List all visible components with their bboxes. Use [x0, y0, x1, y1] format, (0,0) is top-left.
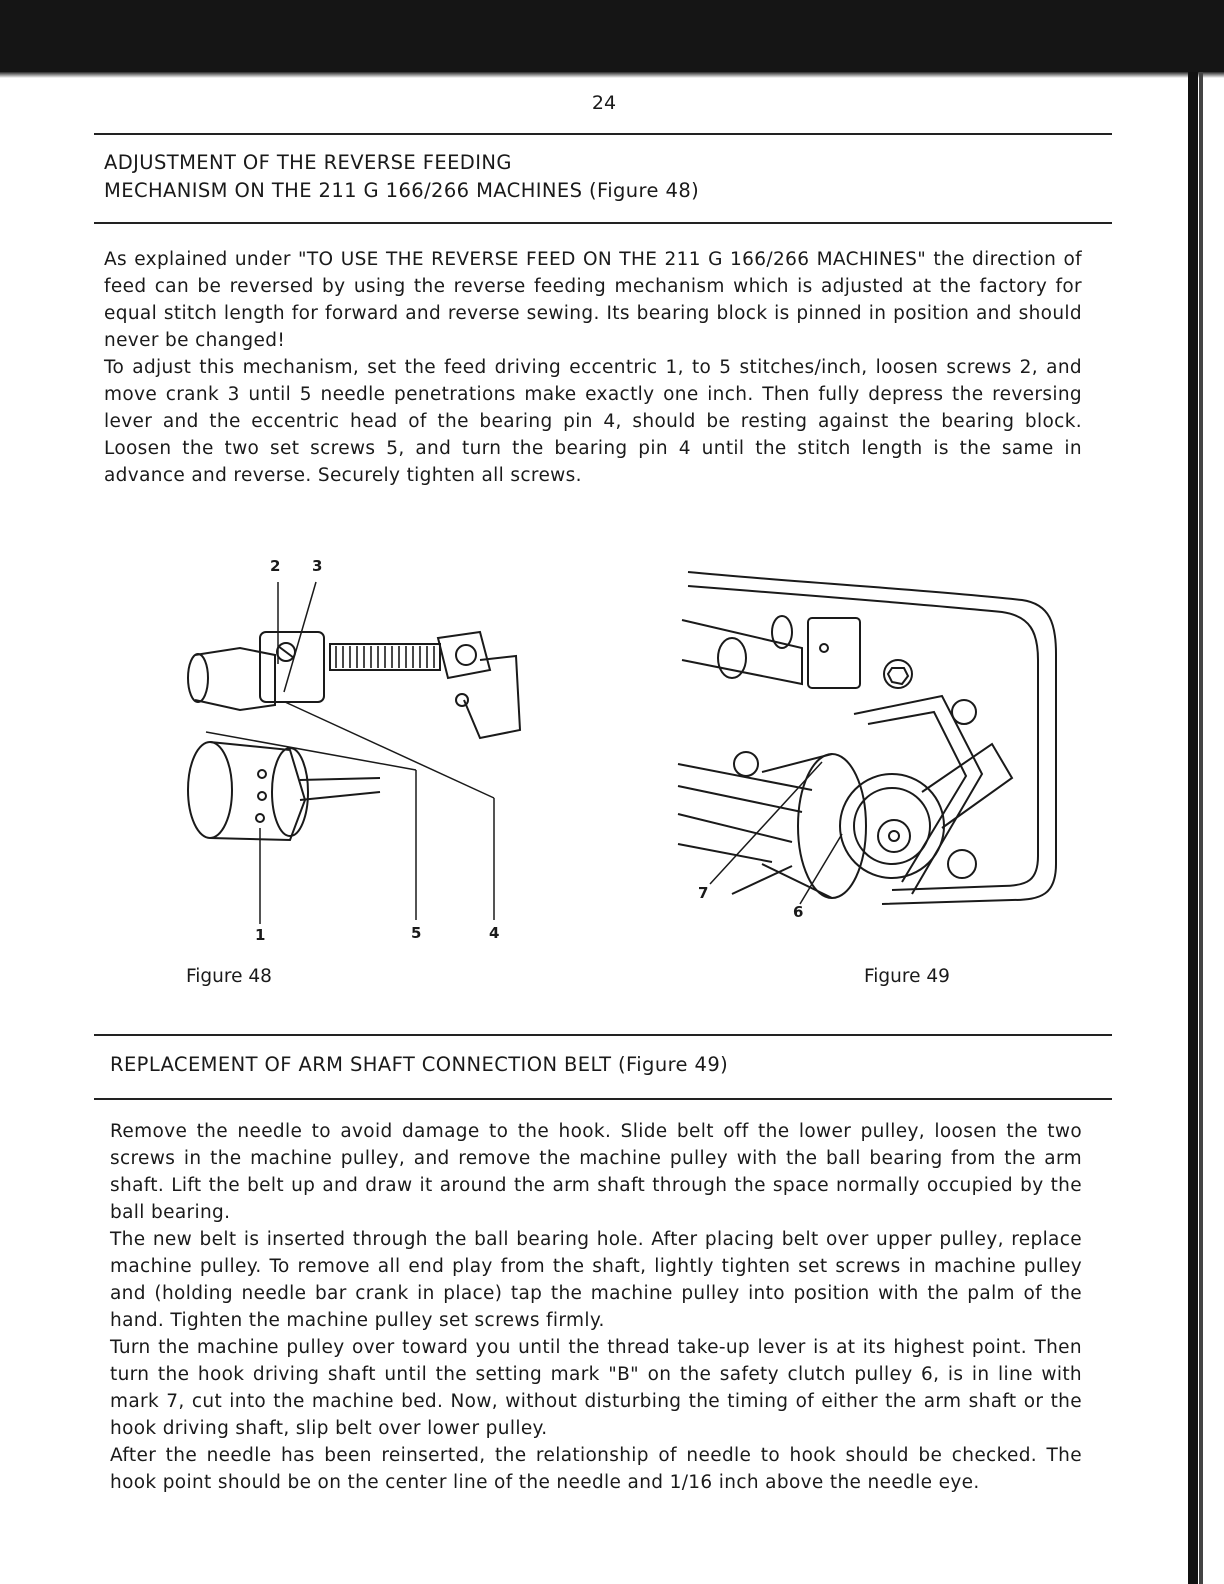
rule-after-section2-heading	[94, 1098, 1112, 1100]
figure48-callout-4: 4	[489, 924, 500, 942]
section2-body: Remove the needle to avoid damage to the hook. Slide belt off the lower pulley, loosen the two screws in the machine pulley, and remove the machine pulley with the ball bearing from the arm shaft. Lift the belt up and draw it around the arm shaft through the space normally occupied by the ball bearing. The new belt is inserted through the ball bearing hole. After placing belt over upper pulley, replace machine pulley. To remove all end play from the shaft, lightly tighten set screws in machine pulley and (holding needle bar crank in place) tap the machine pulley into position with the palm of the hand. Tighten the machine pulley set screws firmly. Turn the machine pulley over toward you until the thread take-up lever is at its highest point. Then turn the hook driving shaft until the setting mark "B" on the safety clutch pulley 6, is in line with mark 7, cut into the machine bed. Now, without disturbing the timing of either the arm shaft or the hook driving shaft, slip belt over lower pulley. After the needle has been reinserted, the relationship of needle to hook should be checked. The hook point should be on the center line of the needle and 1/16 inch above the needle eye.	[110, 1121, 1082, 1493]
page-number: 24	[591, 92, 617, 114]
section2-heading: REPLACEMENT OF ARM SHAFT CONNECTION BELT (Figure 49)	[110, 1053, 729, 1076]
rule-before-section2	[94, 1034, 1112, 1036]
rule-top	[94, 133, 1112, 135]
rule-after-section1-heading	[94, 222, 1112, 224]
figure48-caption: Figure 48	[186, 966, 272, 987]
scan-right-border	[1188, 72, 1198, 1584]
figure49-caption: Figure 49	[864, 966, 950, 987]
scan-top-border	[0, 0, 1224, 72]
figure48-callout-5: 5	[411, 924, 422, 942]
figure-48-illustration	[180, 560, 540, 940]
figure49-callout-6: 6	[793, 903, 804, 921]
figure48-callout-3: 3	[312, 557, 323, 575]
scan-right-border-shadow	[1199, 72, 1203, 1584]
figure-49-illustration	[672, 564, 1062, 924]
section1-heading-line2: MECHANISM ON THE 211 G 166/266 MACHINES (Figure 48)	[104, 179, 700, 202]
figure48-callout-2: 2	[270, 557, 281, 575]
section1-heading-line1: ADJUSTMENT OF THE REVERSE FEEDING	[104, 151, 512, 174]
section1-body: As explained under "TO USE THE REVERSE FEED ON THE 211 G 166/266 MACHINES" the direction of feed can be reversed by using the reverse feeding mechanism which is adjusted at the factory for equal stitch length for forward and reverse sewing. Its bearing block is pinned in position and should never be changed! To adjust this mechanism, set the feed driving eccentric 1, to 5 stitches/inch, loosen screws 2, and move crank 3 until 5 needle penetrations make exactly one inch. Then fully depress the reversing lever and the eccentric head of the bearing pin 4, should be resting against the bearing block. Loosen the two set screws 5, and turn the bearing pin 4 until the stitch length is the same in advance and reverse. Securely tighten all screws.	[104, 249, 1082, 486]
figure48-callout-1: 1	[255, 926, 266, 944]
figure49-callout-7: 7	[698, 884, 709, 902]
